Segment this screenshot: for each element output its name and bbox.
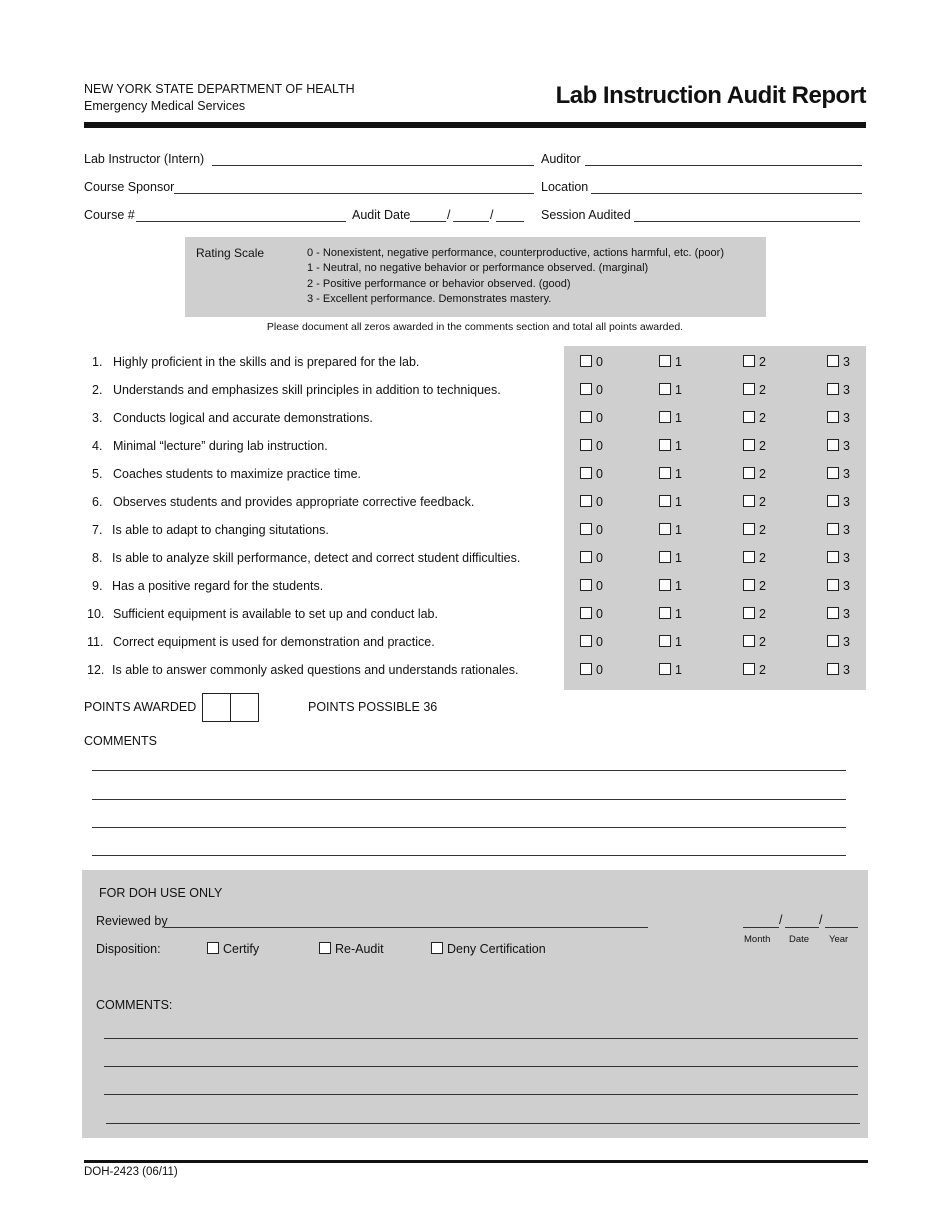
rating-checkbox[interactable] — [659, 495, 671, 507]
reviewed-by-label: Reviewed by — [96, 914, 168, 928]
rating-column — [564, 346, 866, 690]
rating-option-3[interactable] — [827, 551, 850, 565]
rating-checkbox[interactable] — [827, 467, 839, 479]
rating-checkbox[interactable] — [827, 551, 839, 563]
rating-checkbox[interactable] — [743, 607, 755, 619]
doh-comment-line[interactable] — [104, 1094, 858, 1095]
criterion-number: 2. — [92, 383, 103, 397]
rating-checkbox[interactable] — [743, 635, 755, 647]
rating-option-3[interactable] — [827, 495, 850, 509]
rating-option-label: 2 — [759, 663, 766, 677]
rating-option-1[interactable] — [659, 355, 682, 369]
footer-rule — [84, 1160, 868, 1163]
rating-option-0[interactable] — [580, 523, 603, 537]
rating-option-0[interactable] — [580, 551, 603, 565]
auditor-field[interactable] — [585, 165, 862, 166]
rating-checkbox[interactable] — [743, 579, 755, 591]
comment-line[interactable] — [92, 770, 846, 771]
header-rule — [84, 122, 866, 128]
rating-checkbox[interactable] — [827, 383, 839, 395]
rating-option-label: 1 — [675, 439, 682, 453]
rating-option-0[interactable] — [580, 411, 603, 425]
lab-instructor-label: Lab Instructor (Intern) — [84, 152, 205, 166]
rating-checkbox[interactable] — [743, 663, 755, 675]
rating-option-label: 2 — [759, 635, 766, 649]
criterion-number: 6. — [92, 495, 103, 509]
rating-level: 1 - Neutral, no negative behavior or performance observed. (marginal) — [307, 262, 649, 275]
rating-option-label: 2 — [759, 607, 766, 621]
course-sponsor-field[interactable] — [174, 193, 534, 194]
rating-checkbox[interactable] — [580, 411, 592, 423]
rating-option-label: 1 — [675, 355, 682, 369]
re-audit-checkbox[interactable] — [319, 942, 331, 954]
criterion-text: Correct equipment is used for demonstration and practice. — [113, 635, 435, 649]
date-caption: Date — [789, 934, 810, 945]
rating-option-label: 3 — [843, 355, 850, 369]
rating-option-label: 1 — [675, 467, 682, 481]
form-id: DOH-2423 (06/11) — [84, 1166, 178, 1178]
rating-option-2[interactable] — [743, 607, 766, 621]
criterion-number: 8. — [92, 551, 103, 565]
rating-option-label: 0 — [596, 355, 603, 369]
rating-option-1[interactable] — [659, 607, 682, 621]
rating-option-label: 2 — [759, 439, 766, 453]
points-awarded-label: POINTS AWARDED — [84, 700, 197, 714]
rating-checkbox[interactable] — [580, 439, 592, 451]
rating-option-label: 3 — [843, 551, 850, 565]
rating-option-label: 1 — [675, 579, 682, 593]
rating-option-label: 3 — [843, 383, 850, 397]
rating-option-label: 0 — [596, 467, 603, 481]
rating-option-0[interactable] — [580, 635, 603, 649]
review-date-field[interactable] — [785, 927, 819, 928]
rating-checkbox[interactable] — [827, 523, 839, 535]
rating-option-3[interactable] — [827, 523, 850, 537]
rating-option-label: 1 — [675, 383, 682, 397]
lab-instructor-field[interactable] — [212, 165, 534, 166]
course-sponsor-label: Course Sponsor — [84, 180, 175, 194]
criterion-number: 3. — [92, 411, 103, 425]
audit-date-sep: / — [490, 208, 494, 222]
rating-option-2[interactable] — [743, 439, 766, 453]
rating-checkbox[interactable] — [580, 355, 592, 367]
doh-comment-line[interactable] — [106, 1123, 860, 1124]
doh-comment-line[interactable] — [104, 1066, 858, 1067]
review-date-sep: / — [779, 913, 783, 927]
rating-option-2[interactable] — [743, 355, 766, 369]
rating-option-3[interactable] — [827, 439, 850, 453]
rating-checkbox[interactable] — [580, 383, 592, 395]
audit-date-day-field[interactable] — [453, 221, 489, 222]
rating-level: 0 - Nonexistent, negative performance, counterproductive, actions harmful, etc. (poor) — [307, 247, 724, 259]
criterion-text: Is able to adapt to changing situtations. — [112, 523, 329, 537]
certify-option[interactable] — [207, 942, 259, 956]
rating-checkbox[interactable] — [743, 495, 755, 507]
rating-checkbox[interactable] — [659, 467, 671, 479]
rating-option-label: 1 — [675, 411, 682, 425]
rating-checkbox[interactable] — [827, 579, 839, 591]
rating-checkbox[interactable] — [580, 495, 592, 507]
rating-option-1[interactable] — [659, 663, 682, 677]
rating-option-1[interactable] — [659, 551, 682, 565]
month-caption: Month — [744, 934, 771, 945]
rating-option-label: 2 — [759, 579, 766, 593]
criterion-text: Highly proficient in the skills and is prepared for the lab. — [113, 355, 420, 369]
rating-option-label: 2 — [759, 355, 766, 369]
criterion-number: 7. — [92, 523, 103, 537]
review-date-sep: / — [819, 913, 823, 927]
rating-checkbox[interactable] — [659, 635, 671, 647]
criterion-number: 12. — [87, 663, 105, 677]
rating-option-label: 0 — [596, 523, 603, 537]
criterion-text: Has a positive regard for the students. — [112, 579, 324, 593]
rating-option-label: 1 — [675, 495, 682, 509]
rating-option-2[interactable] — [743, 383, 766, 397]
doh-comment-line[interactable] — [104, 1038, 858, 1039]
rating-checkbox[interactable] — [743, 467, 755, 479]
rating-option-0[interactable] — [580, 495, 603, 509]
rating-checkbox[interactable] — [659, 355, 671, 367]
reviewed-by-field[interactable] — [164, 927, 648, 928]
criterion-number: 1. — [92, 355, 103, 369]
session-audited-label: Session Audited — [541, 208, 631, 222]
rating-option-2[interactable] — [743, 495, 766, 509]
rating-option-3[interactable] — [827, 383, 850, 397]
doh-use-only-section — [82, 870, 868, 1138]
comment-line[interactable] — [92, 855, 846, 856]
rating-option-0[interactable] — [580, 439, 603, 453]
rating-option-3[interactable] — [827, 607, 850, 621]
rating-option-label: 3 — [843, 467, 850, 481]
rating-option-1[interactable] — [659, 411, 682, 425]
points-awarded-box[interactable] — [202, 693, 259, 722]
location-field[interactable] — [591, 193, 862, 194]
rating-option-2[interactable] — [743, 523, 766, 537]
rating-option-1[interactable] — [659, 467, 682, 481]
rating-checkbox[interactable] — [580, 467, 592, 479]
rating-option-label: 3 — [843, 579, 850, 593]
rating-checkbox[interactable] — [659, 439, 671, 451]
rating-checkbox[interactable] — [659, 607, 671, 619]
rating-scale-label: Rating Scale — [196, 246, 265, 260]
rating-option-label: 2 — [759, 411, 766, 425]
audit-date-label: Audit Date — [352, 208, 411, 222]
rating-checkbox[interactable] — [743, 411, 755, 423]
rating-option-3[interactable] — [827, 663, 850, 677]
rating-option-0[interactable] — [580, 467, 603, 481]
comments-label: COMMENTS — [84, 734, 157, 748]
deny-certification-label: Deny Certification — [447, 942, 546, 956]
rating-checkbox[interactable] — [580, 579, 592, 591]
comment-line[interactable] — [92, 799, 846, 800]
rating-checkbox[interactable] — [659, 383, 671, 395]
course-number-label: Course # — [84, 208, 135, 222]
rating-option-label: 0 — [596, 439, 603, 453]
rating-checkbox[interactable] — [743, 383, 755, 395]
audit-date-year-field[interactable] — [496, 221, 524, 222]
deny-certification-checkbox[interactable] — [431, 942, 443, 954]
rating-option-2[interactable] — [743, 635, 766, 649]
criterion-text: Is able to answer commonly asked questions and understands rationales. — [112, 663, 519, 677]
rating-option-1[interactable] — [659, 579, 682, 593]
criterion-number: 4. — [92, 439, 103, 453]
points-possible-label: POINTS POSSIBLE 36 — [308, 700, 438, 714]
audit-date-month-field[interactable] — [410, 221, 446, 222]
rating-scale-levels — [307, 246, 724, 307]
criterion-number: 9. — [92, 579, 103, 593]
rating-checkbox[interactable] — [743, 355, 755, 367]
rating-option-0[interactable] — [580, 579, 603, 593]
rating-option-label: 2 — [759, 551, 766, 565]
rating-level: 2 - Positive performance or behavior observed. (good) — [307, 277, 571, 290]
rating-checkbox[interactable] — [659, 551, 671, 563]
rating-checkbox[interactable] — [827, 439, 839, 451]
rating-option-0[interactable] — [580, 355, 603, 369]
criterion-number: 10. — [87, 607, 105, 621]
rating-checkbox[interactable] — [827, 607, 839, 619]
rating-option-1[interactable] — [659, 523, 682, 537]
rating-option-1[interactable] — [659, 635, 682, 649]
rating-option-2[interactable] — [743, 467, 766, 481]
review-month-field[interactable] — [743, 927, 779, 928]
rating-checkbox[interactable] — [580, 523, 592, 535]
rating-option-label: 2 — [759, 495, 766, 509]
rating-option-3[interactable] — [827, 355, 850, 369]
rating-option-0[interactable] — [580, 607, 603, 621]
re-audit-label: Re-Audit — [335, 942, 384, 956]
rating-option-label: 3 — [843, 411, 850, 425]
rating-option-label: 3 — [843, 635, 850, 649]
rating-option-label: 0 — [596, 383, 603, 397]
rating-checkbox[interactable] — [659, 663, 671, 675]
rating-option-2[interactable] — [743, 411, 766, 425]
rating-checkbox[interactable] — [580, 663, 592, 675]
location-label: Location — [541, 180, 589, 194]
rating-option-label: 1 — [675, 635, 682, 649]
deny-certification-option[interactable] — [431, 942, 546, 956]
rating-option-2[interactable] — [743, 551, 766, 565]
rating-option-label: 0 — [596, 663, 603, 677]
rating-checkbox[interactable] — [659, 579, 671, 591]
re-audit-option[interactable] — [319, 942, 384, 956]
rating-option-3[interactable] — [827, 467, 850, 481]
rating-option-label: 2 — [759, 523, 766, 537]
rating-option-label: 0 — [596, 495, 603, 509]
disposition-label: Disposition: — [96, 942, 161, 956]
year-caption: Year — [829, 934, 849, 945]
rating-checkbox[interactable] — [659, 411, 671, 423]
rating-option-label: 3 — [843, 607, 850, 621]
rating-checkbox[interactable] — [827, 663, 839, 675]
rating-checkbox[interactable] — [827, 411, 839, 423]
criterion-number: 5. — [92, 467, 103, 481]
rating-option-label: 0 — [596, 551, 603, 565]
rating-checkbox[interactable] — [659, 523, 671, 535]
comment-line[interactable] — [92, 827, 846, 828]
points-divider — [230, 694, 231, 721]
session-audited-field[interactable] — [634, 221, 860, 222]
rating-option-2[interactable] — [743, 663, 766, 677]
rating-option-label: 3 — [843, 439, 850, 453]
review-year-field[interactable] — [825, 927, 858, 928]
rating-option-2[interactable] — [743, 579, 766, 593]
audit-date-sep: / — [447, 208, 451, 222]
rating-option-label: 1 — [675, 607, 682, 621]
division-name: Emergency Medical Services — [84, 99, 246, 113]
rating-option-label: 3 — [843, 523, 850, 537]
criterion-number: 11. — [87, 635, 104, 649]
rating-checkbox[interactable] — [743, 439, 755, 451]
criterion-text: Sufficient equipment is available to set up and conduct lab. — [113, 607, 438, 621]
rating-option-label: 0 — [596, 635, 603, 649]
course-number-field[interactable] — [136, 221, 346, 222]
rating-checkbox[interactable] — [743, 523, 755, 535]
rating-checkbox[interactable] — [827, 635, 839, 647]
agency-name: NEW YORK STATE DEPARTMENT OF HEALTH — [84, 82, 355, 96]
rating-scale-box — [185, 237, 766, 317]
rating-option-label: 1 — [675, 523, 682, 537]
rating-checkbox[interactable] — [743, 551, 755, 563]
rating-option-3[interactable] — [827, 411, 850, 425]
page-title: Lab Instruction Audit Report — [555, 82, 866, 109]
rating-checkbox[interactable] — [580, 551, 592, 563]
criterion-text: Minimal “lecture” during lab instruction. — [113, 439, 328, 453]
rating-option-0[interactable] — [580, 383, 603, 397]
rating-checkbox[interactable] — [580, 635, 592, 647]
rating-option-0[interactable] — [580, 663, 603, 677]
certify-checkbox[interactable] — [207, 942, 219, 954]
rating-option-label: 2 — [759, 467, 766, 481]
rating-option-3[interactable] — [827, 635, 850, 649]
rating-option-label: 2 — [759, 383, 766, 397]
rating-checkbox[interactable] — [580, 607, 592, 619]
rating-checkbox[interactable] — [827, 355, 839, 367]
doh-title: FOR DOH USE ONLY — [99, 886, 223, 900]
auditor-label: Auditor — [541, 152, 581, 166]
rating-option-label: 1 — [675, 663, 682, 677]
rating-option-label: 1 — [675, 551, 682, 565]
criterion-text: Coaches students to maximize practice time. — [113, 467, 362, 481]
doh-comments-label: COMMENTS: — [96, 998, 173, 1012]
criterion-text: Is able to analyze skill performance, detect and correct student difficulties. — [112, 551, 521, 565]
rating-option-label: 0 — [596, 411, 603, 425]
criterion-text: Understands and emphasizes skill principles in addition to techniques. — [113, 383, 501, 397]
rating-option-label: 0 — [596, 607, 603, 621]
rating-option-label: 3 — [843, 663, 850, 677]
rating-option-3[interactable] — [827, 579, 850, 593]
rating-option-1[interactable] — [659, 383, 682, 397]
criterion-text: Conducts logical and accurate demonstrations. — [113, 411, 373, 425]
rating-option-1[interactable] — [659, 439, 682, 453]
criterion-text: Observes students and provides appropriate corrective feedback. — [113, 495, 475, 509]
rating-scale-note: Please document all zeros awarded in the comments section and total all points awarded. — [266, 321, 684, 333]
rating-checkbox[interactable] — [827, 495, 839, 507]
certify-label: Certify — [223, 942, 260, 956]
rating-option-label: 3 — [843, 495, 850, 509]
rating-option-1[interactable] — [659, 495, 682, 509]
rating-option-label: 0 — [596, 579, 603, 593]
rating-level: 3 - Excellent performance. Demonstrates mastery. — [307, 292, 552, 305]
